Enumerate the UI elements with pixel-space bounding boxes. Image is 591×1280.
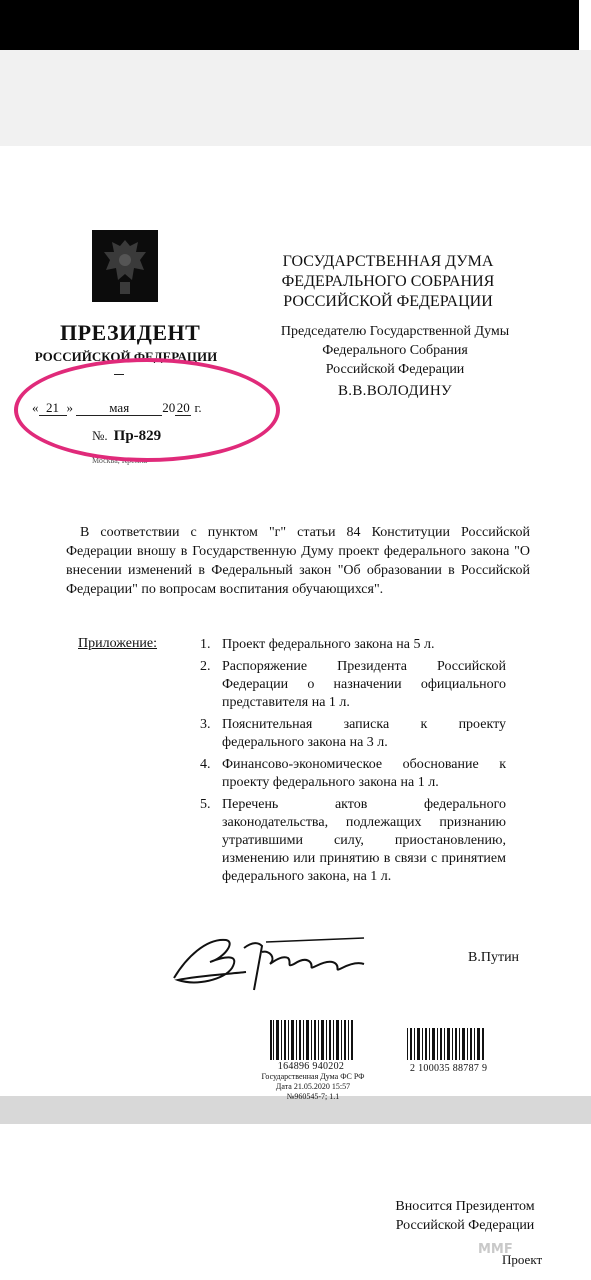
list-item: 1. Проект федерального закона на 5 л.: [200, 637, 435, 652]
header-dash: [114, 374, 124, 375]
barcode1-number: 164896 940202: [268, 1061, 354, 1072]
top-bar: [0, 0, 591, 50]
document-barcode: [406, 1026, 486, 1062]
org-line-1: ГОСУДАРСТВЕННАЯ ДУМА: [282, 253, 494, 270]
top-bar-edge: [579, 0, 591, 50]
addr-line-3: Российской Федерации: [325, 362, 465, 377]
org-line-3: РОССИЙСКОЙ ФЕДЕРАЦИИ: [283, 293, 493, 310]
date-open-quote: «: [32, 400, 39, 415]
date-year-unit: г.: [194, 400, 202, 415]
list-item: 5. Перечень актов федерального законодательства, подлежащих признанию утратившими силу, приостановлению, изменению или принятию в связи с принятием федерального закона, на 1 л.: [200, 797, 506, 884]
recipient-organization: [256, 252, 520, 312]
attachments-list: [200, 636, 506, 890]
date-line: [32, 400, 202, 416]
watermark: MMF: [478, 1242, 513, 1257]
list-item: 4. Финансово-экономическое обоснование к проекту федерального закона на 1 л.: [200, 757, 506, 790]
recipient-address: [250, 322, 540, 379]
date-month: мая: [76, 400, 162, 416]
addr-line-2: Федерального Собрания: [322, 343, 468, 358]
president-subtitle: РОССИЙСКОЙ ФЕДЕРАЦИИ: [34, 349, 218, 363]
letter-body: В соответствии с пунктом "г" статьи 84 Конституции Российской Федерации вношу в Государственную Думу проект федерального закона "О внесении изменений в Федеральный закон "Об образовании в Российской Федерации" по вопросам воспитания обучающихся".: [66, 525, 530, 597]
number-value: Пр-829: [113, 428, 162, 444]
addr-line-1: Председателю Государственной Думы: [280, 324, 510, 339]
document-number: [92, 428, 161, 445]
place-of-issue: Москва, Кремль: [92, 456, 148, 465]
date-year-suffix: 20: [176, 400, 190, 415]
attachments-label: Приложение:: [78, 636, 158, 651]
list-item: 3. Пояснительная записка к проекту федерального закона на 3 л.: [200, 717, 506, 750]
recipient-name: В.В.ВОЛОДИНУ: [338, 383, 452, 399]
registration-stamp: [238, 1072, 388, 1102]
date-day: 21: [39, 400, 67, 416]
submitted-line-2: Российской Федерации: [395, 1218, 535, 1233]
signer-name: В.Путин: [468, 950, 520, 965]
handwritten-signature: [166, 928, 370, 994]
submitted-line-1: Вносится Президентом: [395, 1199, 535, 1214]
reg-line-2: Дата 21.05.2020 15:57: [275, 1082, 351, 1091]
coat-of-arms-emblem: [92, 230, 158, 302]
date-year-prefix: 20: [162, 400, 176, 415]
registration-barcode: [268, 1018, 354, 1064]
number-prefix: №.: [92, 428, 108, 443]
barcode2-number: 2 100035 88787 9: [410, 1063, 488, 1074]
president-title: ПРЕЗИДЕНТ: [60, 320, 201, 345]
submitted-by: [360, 1197, 570, 1235]
reg-line-1: Государственная Дума ФС РФ: [261, 1072, 365, 1081]
draft-label: Проект: [502, 1252, 543, 1267]
date-close-quote: »: [66, 400, 73, 415]
org-line-2: ФЕДЕРАЛЬНОГО СОБРАНИЯ: [281, 273, 495, 290]
upper-band: [0, 50, 591, 146]
list-item: 2. Распоряжение Президента Российской Федерации о назначении официального представителя на 1 л.: [200, 659, 506, 710]
reg-line-3: №960545-7; 1.1: [286, 1092, 340, 1101]
